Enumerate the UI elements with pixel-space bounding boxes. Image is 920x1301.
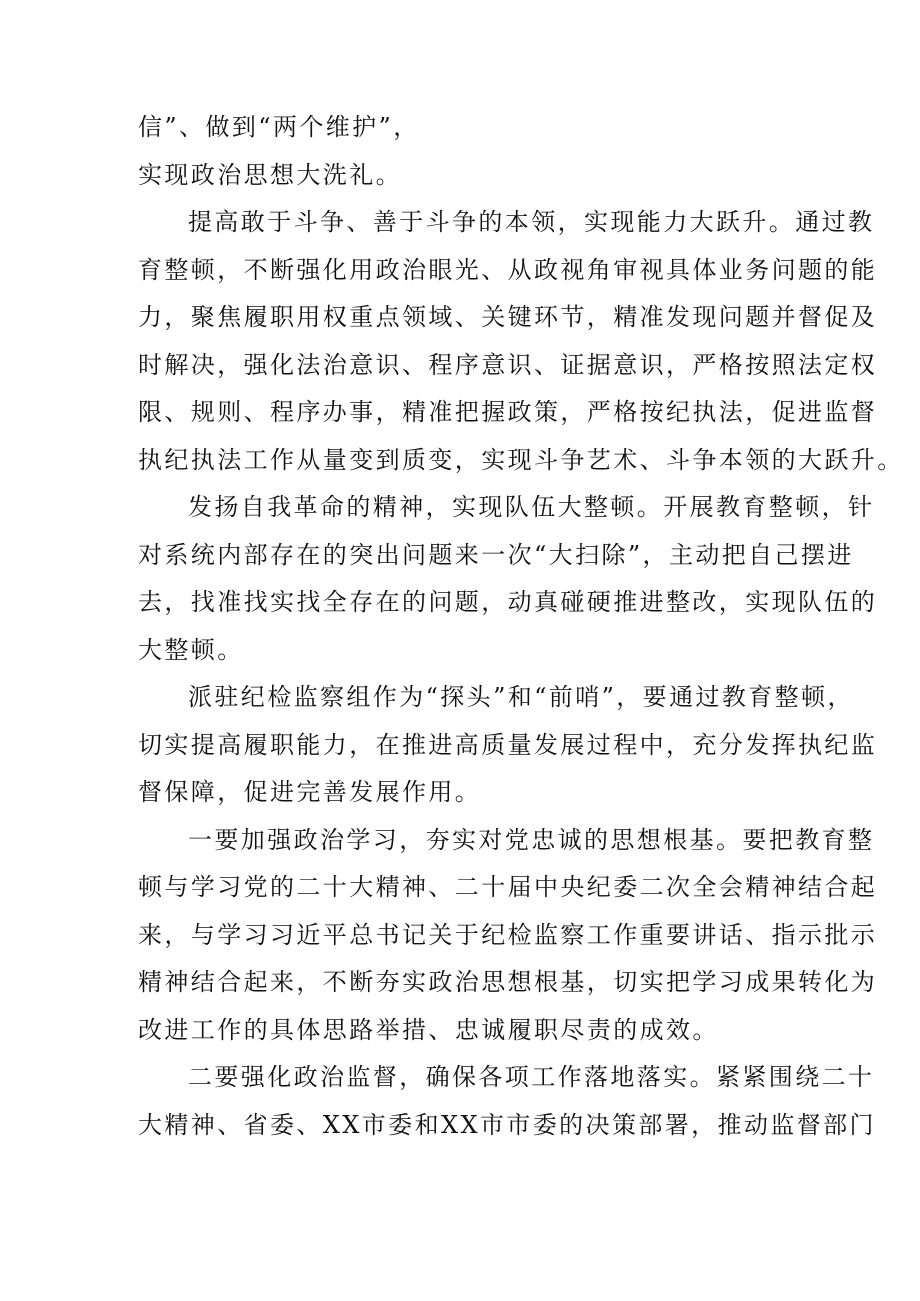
document-body <box>138 104 904 1149</box>
paragraph-start-line: 提高敢于斗争、善于斗争的本领，实现能力大跃升。通过教 <box>188 208 875 236</box>
text-line: 大整顿。 <box>138 635 244 664</box>
text-line: 执纪执法工作从量变到质变，实现斗争艺术、斗争本领的大跃升。 <box>138 445 904 474</box>
text-line: 去，找准找实找全存在的问题，动真碰硬推进整改，实现队伍的 <box>138 588 878 616</box>
text-line: 育整顿，不断强化用政治眼光、从政视角审视具体业务问题的能 <box>138 255 878 284</box>
paragraph-start-line: 发扬自我革命的精神，实现队伍大整顿。开展教育整顿，针 <box>188 493 875 521</box>
text-line: 限、规则、程序办事，精准把握政策，严格按纪执法，促进监督 <box>138 398 878 426</box>
text-line: 时解决，强化法治意识、程序意识、证据意识，严格按照法定权 <box>138 350 878 379</box>
text-line: 切实提高履职能力，在推进高质量发展过程中，充分发挥执纪监 <box>138 730 878 759</box>
paragraph-start-line: 二要强化政治监督，确保各项工作落地落实。紧紧围绕二十 <box>188 1063 875 1091</box>
text-line: 改进工作的具体思路举措、忠诚履职尽责的成效。 <box>138 1015 719 1044</box>
text-line: 精神结合起来，不断夯实政治思想根基，切实把学习成果转化为 <box>138 968 878 996</box>
text-line: 信”、做到“两个维护”， <box>138 113 420 141</box>
text-line: 来，与学习习近平总书记关于纪检监察工作重要讲话、指示批示 <box>138 920 878 949</box>
text-line: 督保障，促进完善发展作用。 <box>138 778 482 806</box>
text-line: 力，聚焦履职用权重点领域、关键环节，精准发现问题并督促及 <box>138 303 878 331</box>
text-line: 大精神、省委、XX市委和XX市市委的决策部署，推动监督部门 <box>138 1110 876 1139</box>
text-line: 对系统内部存在的突出问题来一次“大扫除”，主动把自己摆进 <box>138 540 854 569</box>
text-line: 实现政治思想大洗礼。 <box>138 160 402 189</box>
text-line: 顿与学习党的二十大精神、二十届中央纪委二次全会精神结合起 <box>138 873 878 901</box>
paragraph-start-line: 派驻纪检监察组作为“探头”和“前哨”，要通过教育整顿， <box>188 683 854 711</box>
paragraph-start-line: 一要加强政治学习，夯实对党忠诚的思想根基。要把教育整 <box>188 825 875 854</box>
